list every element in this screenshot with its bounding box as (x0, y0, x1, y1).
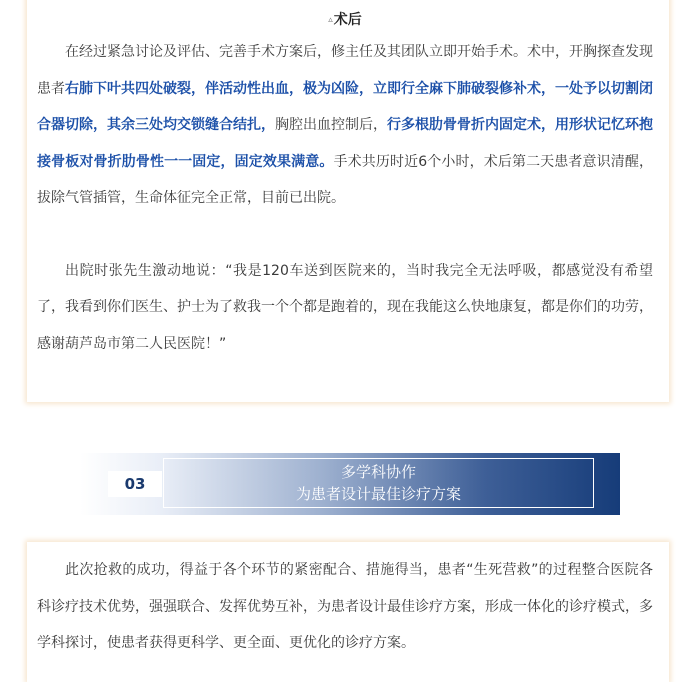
section-subhead-postop (37, 6, 653, 34)
section-number: 03 (108, 471, 162, 497)
section-banner-03 (80, 453, 620, 515)
paragraph-text: 在经过紧急讨论及评估、完善手术方案后，修主任及其团队立即开始手术。术中，开胸探查发现患者 (37, 44, 653, 97)
paragraph-spacer (37, 217, 653, 253)
paragraph-surgery (37, 34, 653, 217)
section-title-line1: 多学科协作 (340, 463, 416, 481)
triangle-marker-icon: ▵ (328, 15, 333, 25)
article-card-postop (27, 0, 669, 402)
paragraph-text: 手术共历时近6个小时，术后第二天患者意识清醒，拔除气管插管，生命体征完全正常，目前已出院。 (37, 153, 654, 206)
paragraph-mdt: 此次抢救的成功，得益于各个环节的紧密配合、措施得当，患者“生死营救”的过程整合医院各科诊疗技术优势，强强联合、发挥优势互补，为患者设计最佳诊疗方案，形成一体化的诊疗模式，多学科探讨，使患者获得更科学、更全面、更优化的诊疗方案。 (37, 562, 653, 651)
subhead-title: 术后 (333, 12, 362, 28)
highlight-text: 右肺下叶共四处破裂，伴活动性出血，极为凶险，立即行全麻下肺破裂修补术，一处予以切割闭合器切除，其余三处均交锁缝合结扎， (37, 80, 653, 133)
section-title-box (163, 458, 594, 508)
highlight-text: 行多根肋骨骨折内固定术，用形状记忆环抱接骨板对骨折肋骨性一一固定，固定效果满意。 (37, 117, 653, 170)
paragraph-patient-quote: 出院时张先生激动地说：“我是120车送到医院来的，当时我完全无法呼吸，都感觉没有希望了，我看到你们医生、护士为了救我一个个都是跑着的，现在我能这么快地康复，都是你们的功劳，感谢葫芦岛市第二人民医院！” (37, 262, 653, 352)
section-title-line2: 为患者设计最佳诊疗方案 (295, 485, 461, 503)
article-card-mdt (27, 542, 669, 682)
paragraph-text: 胸腔出血控制后， (275, 117, 387, 133)
